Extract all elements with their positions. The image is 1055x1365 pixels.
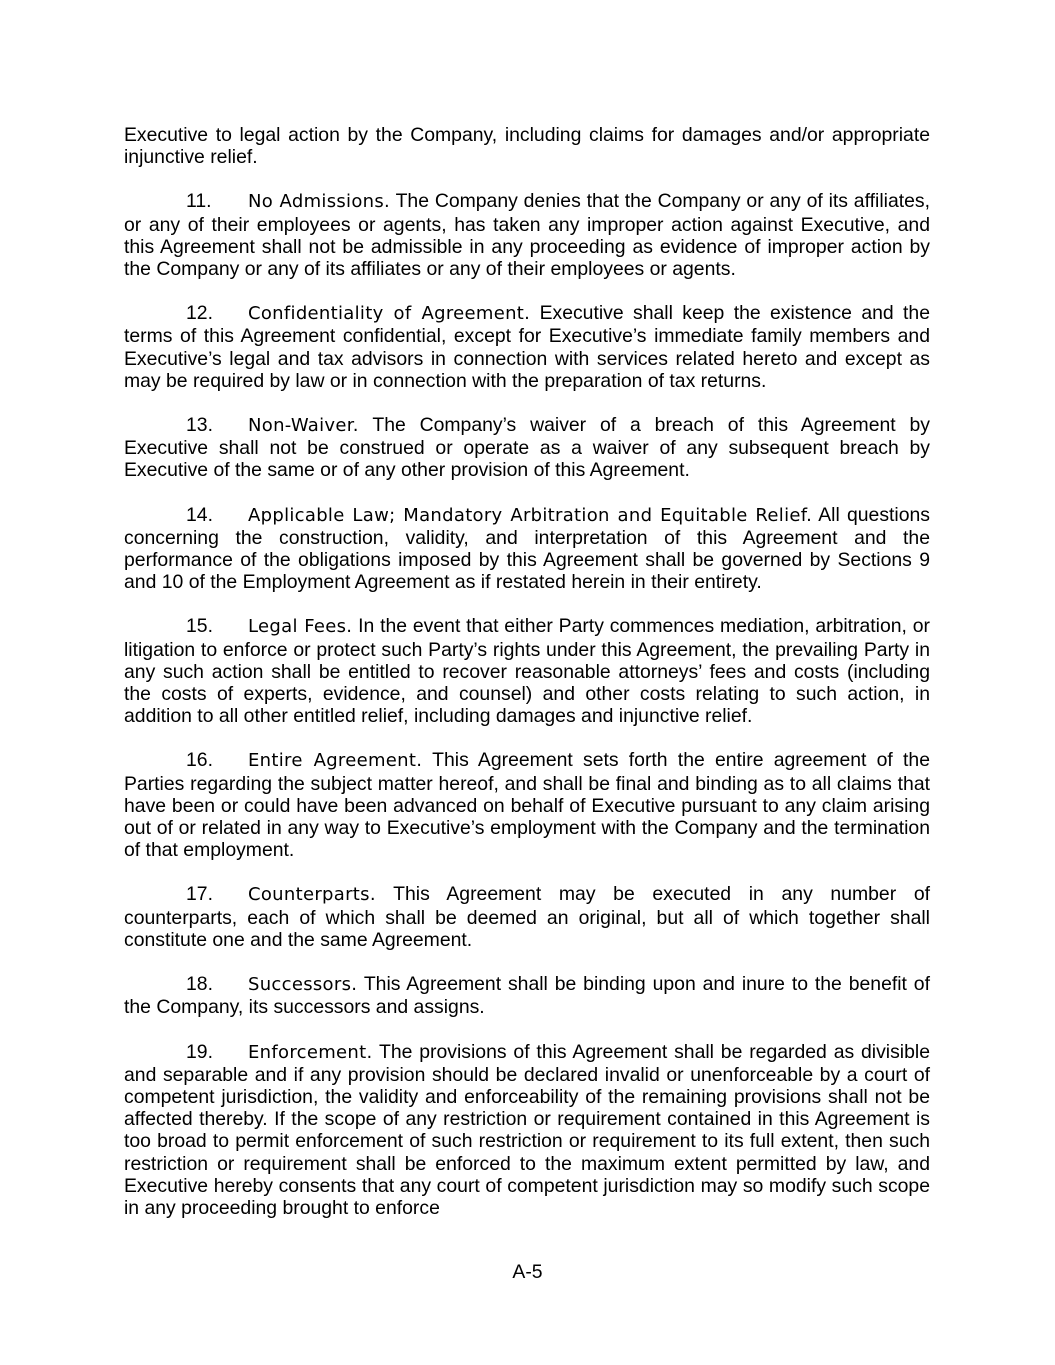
section-number: 15. (186, 615, 213, 638)
section-title: No Admissions. (248, 191, 391, 213)
section-title: Applicable Law; Mandatory Arbitration and Equitable Relief. (248, 504, 813, 526)
section-15 (124, 615, 930, 727)
section-19 (124, 1041, 930, 1220)
section-title: Enforcement. (248, 1041, 373, 1063)
section-number: 19. (186, 1040, 213, 1063)
document-body (124, 124, 930, 1241)
section-14 (124, 504, 930, 594)
page-number: A-5 (512, 1261, 543, 1283)
section-body: This Agreement sets forth the entire agreement of the Parties regarding the subject matter hereof, and shall be final and binding as to all claims that have been or could have been advanced on behalf of Executive pursuant to any claim arising out of or related in any way to Executive’s employment with the Company and the termination of that employment. (124, 749, 930, 862)
section-number: 16. (186, 749, 213, 772)
section-body: This Agreement shall be binding upon and inure to the benefit of the Company, its successors and assigns. (124, 973, 930, 1019)
section-13 (124, 414, 930, 482)
section-body: Executive shall keep the existence and the terms of this Agreement confidential, except for Executive’s immediate family members and Executive’s legal and tax advisors in connection with services related hereto and except as may be required by law or in connection with the preparation of tax returns. (124, 302, 930, 392)
section-number: 14. (186, 503, 213, 526)
section-18 (124, 973, 930, 1018)
section-number: 18. (186, 973, 213, 996)
section-title: Entire Agreement. (248, 750, 423, 772)
section-number: 17. (186, 883, 213, 906)
section-11 (124, 190, 930, 280)
section-body: The provisions of this Agreement shall be regarded as divisible and separable and if any provision should be declared invalid or unenforceable by a court of competent jurisdiction, the validity and enforceability of the remaining provisions shall not be affected thereby. If the scope of any restriction or requirement contained in this Agreement is too broad to permit enforcement of such restriction or requirement to its full extent, then such restriction or requirement shall be enforced to the maximum extent permitted by law, and Executive hereby consents that any court of competent jurisdiction may so modify such scope in any proceeding brought to enforce (124, 1040, 930, 1219)
section-number: 12. (186, 302, 213, 325)
section-title: Legal Fees. (248, 616, 353, 638)
section-16 (124, 749, 930, 861)
section-body: The Company denies that the Company or any of its affiliates, or any of their employees or agents, has taken any improper action against Executive, and this Agreement shall not be admissible in any proceeding as evidence of improper action by the Company or any of its affiliates or any of their employees or agents. (124, 190, 930, 281)
section-body: The Company’s waiver of a breach of this Agreement by Executive shall not be construed or operate as a waiver of any subsequent breach by Executive of the same or of any other provision of this Agreement. (124, 414, 930, 482)
section-number: 11. (186, 190, 212, 213)
section-title: Non-Waiver. (248, 415, 359, 437)
section-number: 13. (186, 414, 213, 437)
section-title: Counterparts. (248, 884, 376, 906)
section-title: Successors. (248, 974, 358, 996)
section-12 (124, 302, 930, 392)
section-body: In the event that either Party commences mediation, arbitration, or litigation to enforce or protect such Party’s rights under this Agreement, the prevailing Party in any such action shall be entitled to recover reasonable attorneys’ fees and costs (including the costs of experts, evidence, and counsel) and other costs relating to such action, in addition to all other entitled relief, including damages and injunctive relief. (124, 615, 931, 728)
section-17 (124, 883, 930, 951)
continuation-paragraph: Executive to legal action by the Company, including claims for damages and/or appropriate injunctive relief. (124, 124, 930, 169)
section-body: All questions concerning the construction, validity, and interpretation of this Agreement and the performance of the obligations imposed by this Agreement shall be governed by Sections 9 and 10 of the Employment Agreement as if restated herein in their entirety. (124, 503, 930, 594)
section-title: Confidentiality of Agreement. (248, 303, 531, 325)
section-body: This Agreement may be executed in any number of counterparts, each of which shall be deemed an original, but all of which together shall constitute one and the same Agreement. (124, 883, 930, 951)
